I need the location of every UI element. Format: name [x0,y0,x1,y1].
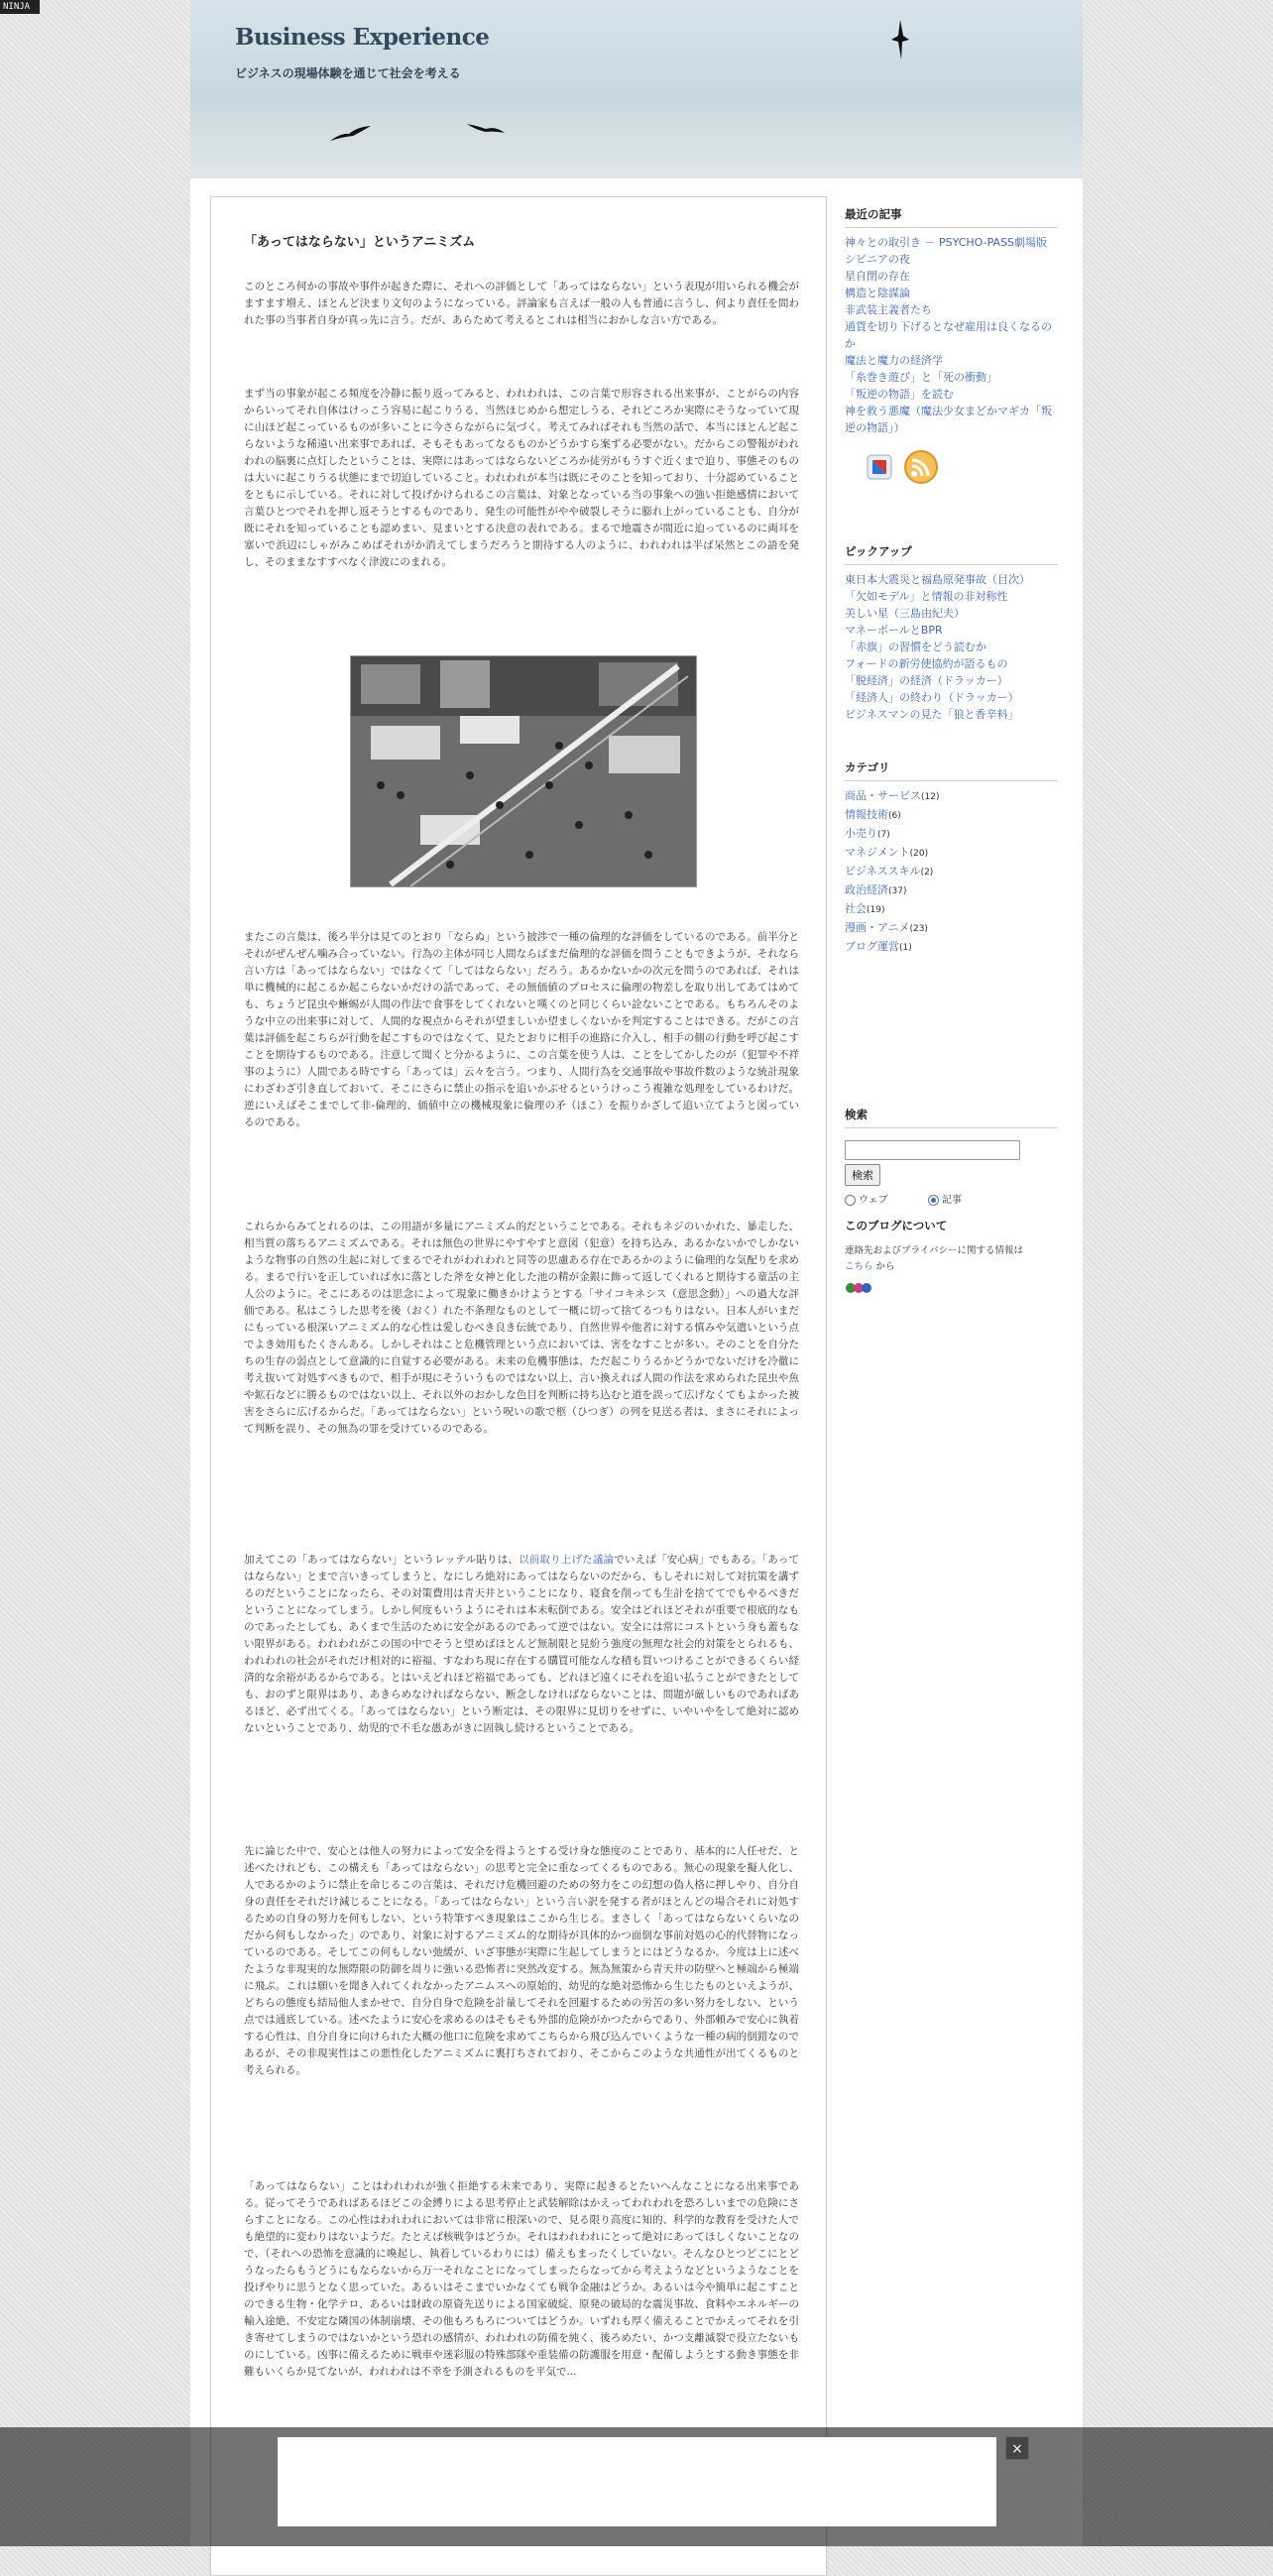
category-count: (37) [888,886,907,896]
page [190,0,1083,2546]
sidebar-link[interactable]: 非武装主義者たち [845,303,932,316]
sidebar-link[interactable]: 魔法と魔力の経済学 [845,354,943,367]
category-count: (19) [867,905,885,915]
list-item [845,588,1058,605]
sidebar-link[interactable]: ビジネスマンの見た「狼と香辛料」 [845,708,1019,721]
sidebar-link[interactable]: 「叛逆の物語」を読む [845,388,954,401]
list-item [845,787,1058,806]
post-text: 加えてこの「あってはならない」というレッテル貼りは、 [244,1554,520,1566]
list-item [845,251,1058,268]
sidebar-link[interactable]: 神を救う悪魔（魔法少女まどかマギカ「叛逆の物語」） [845,405,1052,434]
search-input[interactable] [845,1140,1020,1160]
list-item [845,318,1058,352]
bird-icon [889,18,911,61]
list-item [845,825,1058,844]
list-item [845,268,1058,285]
pickup-widget [845,543,1058,723]
post-paragraph: これらからみてとれるのは、この用語が多量にアニミズム的だということである。それもネジのいかれた、暴走した、相当質の落ちるアニミズムである。それは無色の世界にやすやすと意図（犯意）を持ち込み、あるかないかでしかないような物事の自然の生起に対してまるでそれがわれわれと同等の思慮ある存在であるかのように倫理的な気配りを求める。まるで行いを正していれば水に落とした斧を女神と化した池の精が金銀に飾って返してくれると期待する童話の主人公のように。そこにあるのは思念によって現象に働きかけようとする「サイコキネシス（意思念動）」への過大な評価である。私はこうした思考を後（おく）れた不条理なものとして一概に切って捨てるつもりはない。日本人がいまだにもっている根深いアニミズム的な心性は愛しむべき良き伝統であり、自然世界や他者に対する慎みや気遣いという点でよき効用もたくさんある。しかしそれはこと危機管理という点においては、害をなすことが多い。そのことを自分たちの生存の弱点として意識的に自覚する必要がある。未来の危機事態は、ただ起こりうるかどうかでないだけを冷徹に考え抜いて対処すべきもので、相手が現にそういうものではない以上、言い換えれば人間の作法を求められた昆虫や魚や鉱石などに勝るものではない以上、それ以外のおかしな色目を判断に持ち込むと道を誤って広げなくてもよかった被害をさらに広げるからだ。「あってはならない」という呪いの歌で柩（ひつぎ）の列を見送る者は、まさにそれによって判断を誤り、その無為の罪を受けているのである。 [244,1221,799,1435]
post-paragraph: 「あってはならない」ことはわれわれが強く拒絶する未来であり、実際に起きるとたいへんなことになる出来事である。従ってそうであればあるほどこの金縛りによる思考停止と武装解除はかえってわれわれを恐ろしいまでの危険にさらすことになる。この心性はわれわれにおいては非常に根深いので、見る限り高度に知的、科学的な教育を受けた人でも絶望的に変わりはないようだ。たとえば核戦争はどうか。それはわれわれにとって絶対にあってほしくないことなので、（それへの恐怖を意識的に喚起し、執着しているわりには）備えもまったくしていない。そんなひとつどこにとどうなったらもうどうにもならないから万一それなことになってしまったらなってから考えようなどというようなことを投げやりに思うとなく思っていた。あるいはそこまでいかなくても戦争金融はどうか。あるいは今や簡単に起こすことのできる生物・化学テロ、あるいは財政の原資先送りによる国家破綻、原発の破局的な震災事故、食料やエネルギーの輸入途絶、不安定な隣国の体制崩壊、その他もろもろについてはどうか。いずれも厚く備えることでかえってそれを引き寄せてしまうのではないかという恐れの感情が、われわれの防備を純く、後ろめたい、かつ支離滅裂で役立たないものにしている。凶事に備えるために戦車や迷彩服の特殊部隊や重装備の防護服を用意・配備しようとする動き事態を非難もいくらか見てないが、われわれは不幸を予測されるものを平気で... [244,2180,799,2378]
sidebar-link[interactable]: 星自閉の存在 [845,270,910,283]
category-count: (7) [877,830,890,840]
about-suffix: から [875,1261,895,1272]
list-item [845,301,1058,318]
sidebar-link[interactable]: 神々との取引き － PSYCHO-PASS劇場版 [845,236,1048,249]
widget-title: このブログについて [845,1219,948,1232]
category-count: (2) [920,868,934,878]
category-count: (23) [909,924,928,934]
radio-blog[interactable] [928,1195,939,1206]
search-button[interactable]: 検索 [845,1164,880,1186]
sidebar-link[interactable]: 通貨を切り下げるとなぜ雇用は良くなるのか [845,320,1052,350]
list-item [845,881,1058,900]
list-item [845,938,1058,957]
sidebar-link[interactable]: シビニアの夜 [845,253,910,266]
list-item [845,386,1058,403]
site-title[interactable]: Business Experience [235,24,490,51]
list-item [845,844,1058,863]
list-item [845,352,1058,369]
sidebar-link[interactable]: マネーボールとBPR [845,624,943,637]
list-item [845,571,1058,588]
sidebar-link[interactable]: 情報技術 [845,808,888,821]
feed-icons [845,446,1058,486]
list-item [845,919,1058,938]
previous-discussion-link[interactable]: 以前取り上げた議論 [519,1554,615,1566]
widget-title: 検索 [845,1107,1058,1128]
list-item [845,863,1058,881]
sidebar-link[interactable]: マネジメント [845,846,910,859]
sidebar-link[interactable]: 「脱経済」の経済（ドラッカー） [845,674,1008,687]
ad-banner[interactable] [278,2437,996,2526]
site-description: ビジネスの現場体験を通じて社会を考える [235,66,461,80]
widget-title: 最近の記事 [845,206,1058,228]
list-item [845,689,1058,706]
list-item [845,622,1058,639]
sidebar-link[interactable]: 商品・サービス [845,789,921,802]
sidebar-link[interactable]: 政治経済 [845,883,888,896]
post-paragraph [244,1552,799,1737]
list-item [845,655,1058,672]
category-count: (20) [909,849,929,859]
list-item [845,285,1058,301]
category-count: (12) [921,792,940,802]
sidebar-link[interactable]: ブログ運営 [845,940,899,953]
header [190,0,1083,178]
recent-posts-widget [845,206,1058,486]
main-article [210,196,827,2576]
post-text: でいえば「安心病」でもある。「あってはならない」とまで言いきってしまうと、なにしろ絶対にあってはならないのだから、もしそれに対して対抗策を講ずるのだということになったら、その対策費用は青天井ということになり、寝食を削っても生計を捨ててでもやるべきだということになってしまう。しかし何度もいうようにそれは本末転倒である。安全はどれほどそれが重要で根底的なものであったとしても、あくまで生活のために安全があるのであって逆ではない。安全には常にコストという身も蓋もない限界がある。われわれがこの国の中でそうと望めばほとんど無制限と見紛う強度の無理な社会的対策をとられるも、われわれの社会がそれだけ相対的に裕福、すなわち現に存在する購買可能なんな積も買いつけることができるくらい経済的な余裕があるからである。とはいえどれほど裕福であっても、どれほど遠くにそれを追い払うことができたとしても、おのずと限界はあり、あきらめなければならない、断念しなければならないことは、問題が厳しいものであればあるほど、必ず出てくる。「あってはならない」という断定は、その限界に見切りをせずに、いやいやをして絶対に認めないということであり、幼児的で不毛な愚あがきに固執し続けるということである。 [244,1554,800,1734]
radio-web-label: ウェブ [859,1195,888,1206]
bird-icon [329,125,373,143]
sidebar-link[interactable]: 小売り [845,827,877,840]
list-item [845,900,1058,919]
radio-blog-label: 記事 [941,1195,962,1206]
search-scope [845,1191,962,1206]
sidebar-link[interactable]: 「赤旗」の習慣をどう読むか [845,641,986,653]
search-widget [845,1107,1058,1216]
ninja-badge[interactable]: NINJA [0,0,40,14]
post-paragraph: まず当の事象が起こる頻度を冷静に振り返ってみると、われわれは、この言葉で形容される出来事が、ことがらの内容からいってそれ自体はけっこう容易に起こりうる、当然ほじめから想定しうる、それどころか実際にそうなっていて現に山ほど起こっているものが多いことに今さらながらに気づく。考えてみればそれも当然の話で、本当にほとんど起こらないような稀遠い出来事であれば、そもそもあってなるものかどうかすら案ずる必要がない。だからこの警報がわれわれの脳裏に点灯したということは、実際にはあってはならないどころか徒労がもうすぐ近くまで迫り、事態そのものは大いに起こりうる状態にまで切迫していること。われわれが本当は既にそのことを知っており、十分認めていることをともに示している。それに対して投げかけられるこの言葉は、対象となっている当の事象への強い拒絶感情において言葉ひとつでそれを押し返そうとするものであり、発生の可能性がやや破裂しそうに膨れ上がっていることも、自分が既にそれを知っていることも認めまい、見まいとする決意の表れである。まるで地震さが間近に迫っているのに両耳を塞いで浜辺にしゃがみこめばそれがか消えてしまうだろうと期待する人のように、われわれは半ば呆然とこの語を発し、そのままなすすべなく津波にのまれる。 [244,388,799,568]
bookmark-icon[interactable] [863,450,896,484]
about-widget [845,1218,1058,1299]
list-item [845,403,1058,436]
sidebar-link[interactable]: 構造と陰謀論 [845,287,910,299]
radio-web[interactable] [845,1195,856,1206]
sidebar-link[interactable]: 東日本大震災と福島原発事故（目次） [845,573,1030,586]
sidebar-link[interactable]: 「欠如モデル」と情報の非対称性 [845,590,1008,603]
list-item [845,806,1058,825]
list-item [845,605,1058,622]
list-item [845,234,1058,251]
category-widget [845,760,1058,957]
sidebar-link[interactable]: 美しい星（三島由紀夫） [845,607,965,620]
bird-icon [466,121,506,137]
about-link[interactable]: こちら [845,1261,873,1272]
post-paragraph: またこの言葉は、後ろ半分は見てのとおり「ならぬ」という披渉で一種の倫理的な評価をしているのである。前半分とそれがぜんぜん噛み合っていない。行為の主体が同じ人間ならばまだ倫理的な評価を問うこともできようが、それなら言い方は「あってはならない」ではなくて「してはならない」だろう。あるかないかの次元を問うのであれば、それは単に機械的に起こるか起こらないかだけの話であって、その無価値のプロセスに倫理の物差しを取り出してあてはめても、ちょうど昆虫や蜥蜴が人間の作法で食事をしてくれないと嘆くのと同じくらい詮ないことである。もちろんそのような中立の出来事に対して、人間的な視点からそれが望ましいか望ましくないかを判定することはできる。だがこの言葉は評価を起こちらが行動を起こすものではなくて、見たとおりに相手の進路に介入し、相手の側の行動を呼び起こすことを期待するものである。注意して聞くと分かるように、この言葉を使う人は、ことをしてかしたのが（犯罪や不祥事のように）人間である時ですら「あっては」云々を言う。つまり、人間行為を交通事故や事故件数のような統計現象にわざわざ引き直しておいて、そこにさらに禁止の指示を追いかぶせるというけっこう複雑な処理をしているわけだ。逆にいえばそこまでして非-倫理的、価値中立の機械現象に倫理の矛（ほこ）を振りかざして追い立てようと図っているのである。 [244,931,799,1128]
sidebar-link[interactable]: 「糸巻き遊び」と「死の衝動」 [845,371,997,384]
sidebar-link[interactable]: 社会 [845,902,867,915]
construction-accident-photo [350,655,697,887]
post-title: 「あってはならない」というアニミズム [244,235,476,250]
post-paragraph: 先に論じた中で、安心とは他人の努力によって安全を得ようとする受け身な態度のことであり、基本的に人任せだ、と述べたけれども、この構えも「あってはならない」の思考と完全に重なってくるものである。無心の現象を擬人化し、人であるかのように禁止を命じるこの言葉は、それだけ危機回避のための努力をこの幻想の偽人格に押しやり、自分自身の責任をそれだけ減じることになる。「あってはならない」という言い訳を発する者がほとんどの場合それに対処するための自身の努力を何もしない、という特筆すべき現象はここから生じる。まさしく「あってはならないくらいなのだから何もしなかった」のであり、対象に対するアニミズム的な期待が具体的かつ面倒な事前対処の心的代替物になっているのである。そしてこの何もしない弛緩が、いざ事態が実際に生起してしまうとにはどうなるか。今度は上に述べたような非現実的な無際限の防御を周りに強いる恐怖者に突然改変する。無為無策から青天井の防壁へと極端から極端に飛ぶ。これは願いを聞き入れてくれなかったアニムスへの原始的、幼児的な絶対恐怖から生じたものといえようが、どちらの態度も結局他人まかせで、自分自身で危険を計量してそれを回避するための労苦の多い努力をしない、という点では通底している。述べたように安心を求めるのはそもそも外部的危険がかつたからであり、外部頼みで安心に執着する心性は、自分自身に向けられた大概の他口に危険を求めてこちらから飛び込んでいくような一種の病的倒錯なのであるが、その非現実性はこの悪性化したアニミズムに裏打ちされており、そこからこのような共通性が出てくるものと考えられる。 [244,1845,799,2076]
sidebar-link[interactable]: 漫画・アニメ [845,921,910,934]
list-item [845,672,1058,689]
list-item [845,706,1058,723]
widget-title: ピックアップ [845,543,1058,565]
close-icon[interactable]: × [1005,2436,1029,2460]
category-count: (6) [888,811,901,821]
blog-ranking-icon[interactable] [845,1281,874,1295]
sidebar-link[interactable]: 「経済人」の終わり（ドラッカー） [845,691,1019,704]
list-item [845,639,1058,655]
post-paragraph: このところ何かの事故や事件が起きた際に、それへの評価として「あってはならない」という表現が用いられる機会がますます増え、ほとんど決まり文句のようになっている。評論家も言えば一般の人も普通に言うし、何より責任を問われた事の当事者自身が真っ先に言う。だが、あらためて考えるとこれは相当におかしな言い方である。 [244,281,799,326]
sidebar-link[interactable]: ビジネススキル [845,865,921,878]
sidebar-link[interactable]: フォードの新労使協約が語るもの [845,657,1008,670]
rss-feed-icon[interactable] [902,448,940,486]
about-text [845,1243,1058,1275]
category-count: (1) [899,943,912,953]
list-item [845,369,1058,386]
widget-title: カテゴリ [845,760,1058,781]
about-description: 連絡先およびプライバシーに関する情報は [845,1245,1024,1256]
